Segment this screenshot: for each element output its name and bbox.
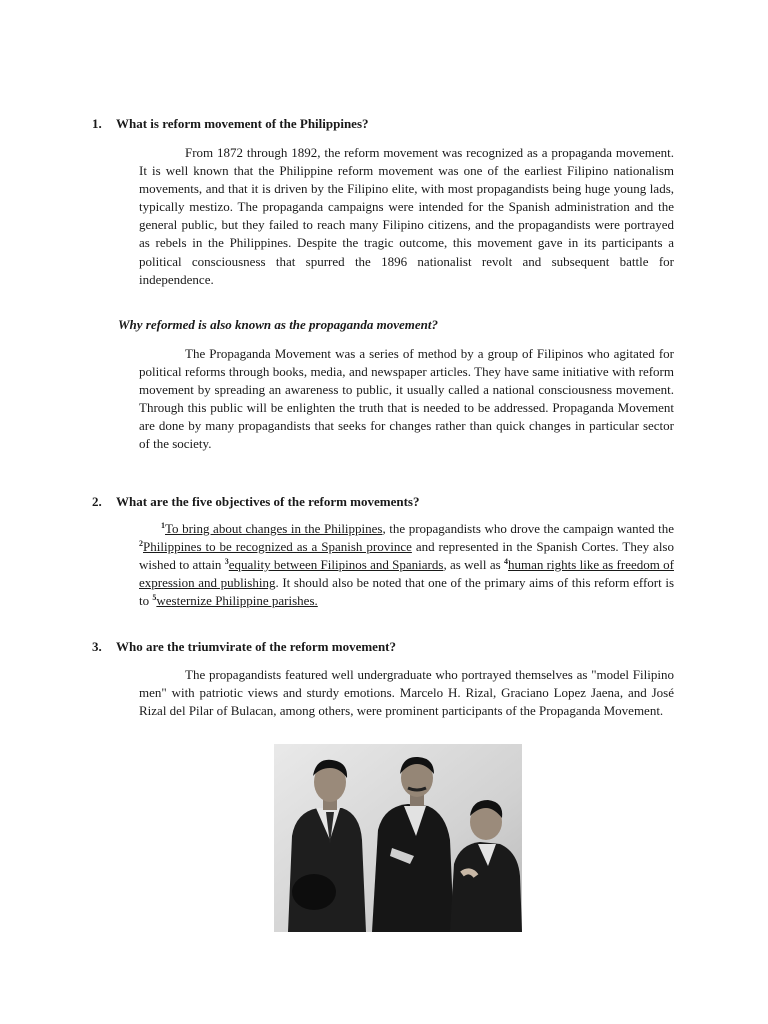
question-1-title: What is reform movement of the Philippines?: [116, 116, 369, 131]
objective-2: Philippines to be recognized as a Spanish province: [143, 539, 412, 555]
question-1-subquestion: Why reformed is also known as the propaganda movement?: [118, 317, 438, 332]
objective-marker-4: 4: [503, 557, 508, 567]
objective-5: westernize Philippine parishes.: [156, 593, 318, 609]
objective-4: human rights like as freedom of expression and publishing: [139, 557, 674, 591]
question-2-heading: [92, 493, 692, 511]
triumvirate-photo: [274, 744, 522, 932]
objective-1: To bring about changes in the Philippines: [165, 521, 383, 536]
objective-marker-2: 2: [139, 539, 143, 549]
objective-text-4: . It should also be noted that one of the primary aims of this reform effort is to: [139, 575, 674, 609]
objective-3: equality between Filipinos and Spaniards: [228, 557, 444, 573]
question-1-heading: [92, 115, 692, 133]
question-3-heading: [92, 638, 692, 656]
question-2-title: What are the five objectives of the reform movements?: [116, 494, 420, 509]
objective-marker-1: 1: [161, 521, 165, 530]
objective-text-3: , as well as: [443, 557, 504, 573]
question-2-number: 2.: [92, 494, 102, 509]
question-1-sub-answer: The Propaganda Movement was a series of method by a group of Filipinos who agitated for political reforms through books, media, and newspaper articles. They have same initiative with reform movement by spreading an awareness to public, it usually called a national consciousness movement. Through this public will be enlighten the truth that is needed to be addressed. Propaganda Movement are done by many propagandists that seeks for changes rather than quick changes in particular sector of the society.: [139, 346, 674, 452]
question-2-answer: [139, 520, 674, 610]
objective-text-2: and represented in the Spanish Cortes. They also wished to attain: [139, 539, 674, 573]
objective-text-1: , the propagandists who drove the campaign wanted the: [382, 521, 674, 536]
question-3-number: 3.: [92, 639, 102, 654]
question-3-title: Who are the triumvirate of the reform movement?: [116, 639, 397, 654]
objective-marker-5: 5: [152, 593, 157, 603]
objective-marker-3: 3: [224, 557, 229, 567]
question-1-answer: From 1872 through 1892, the reform movement was recognized as a propaganda movement. It is well known that the Philippine reform movement was one of the earliest Filipino nationalism movements, and that it is driven by the Filipino elite, with most propagandists being huge young lads, typically mestizo. The propaganda campaigns were intended for the Spanish administration and the general public, but they failed to reach many Filipino citizens, and the propagandists were portrayed as rebels in the Philippines. Despite the tragic outcome, this movement gave in its participants a political consciousness that spurred the 1896 nationalist revolt and subsequent battle for independence.: [139, 145, 674, 287]
question-1-number: 1.: [92, 116, 102, 131]
question-3-answer: The propagandists featured well undergraduate who portrayed themselves as "model Filipino men" with patriotic views and sturdy emotions. Marcelo H. Rizal, Graciano Lopez Jaena, and José Rizal del Pilar of Bulacan, among others, were prominent participants of the Propaganda Movement.: [139, 667, 674, 719]
